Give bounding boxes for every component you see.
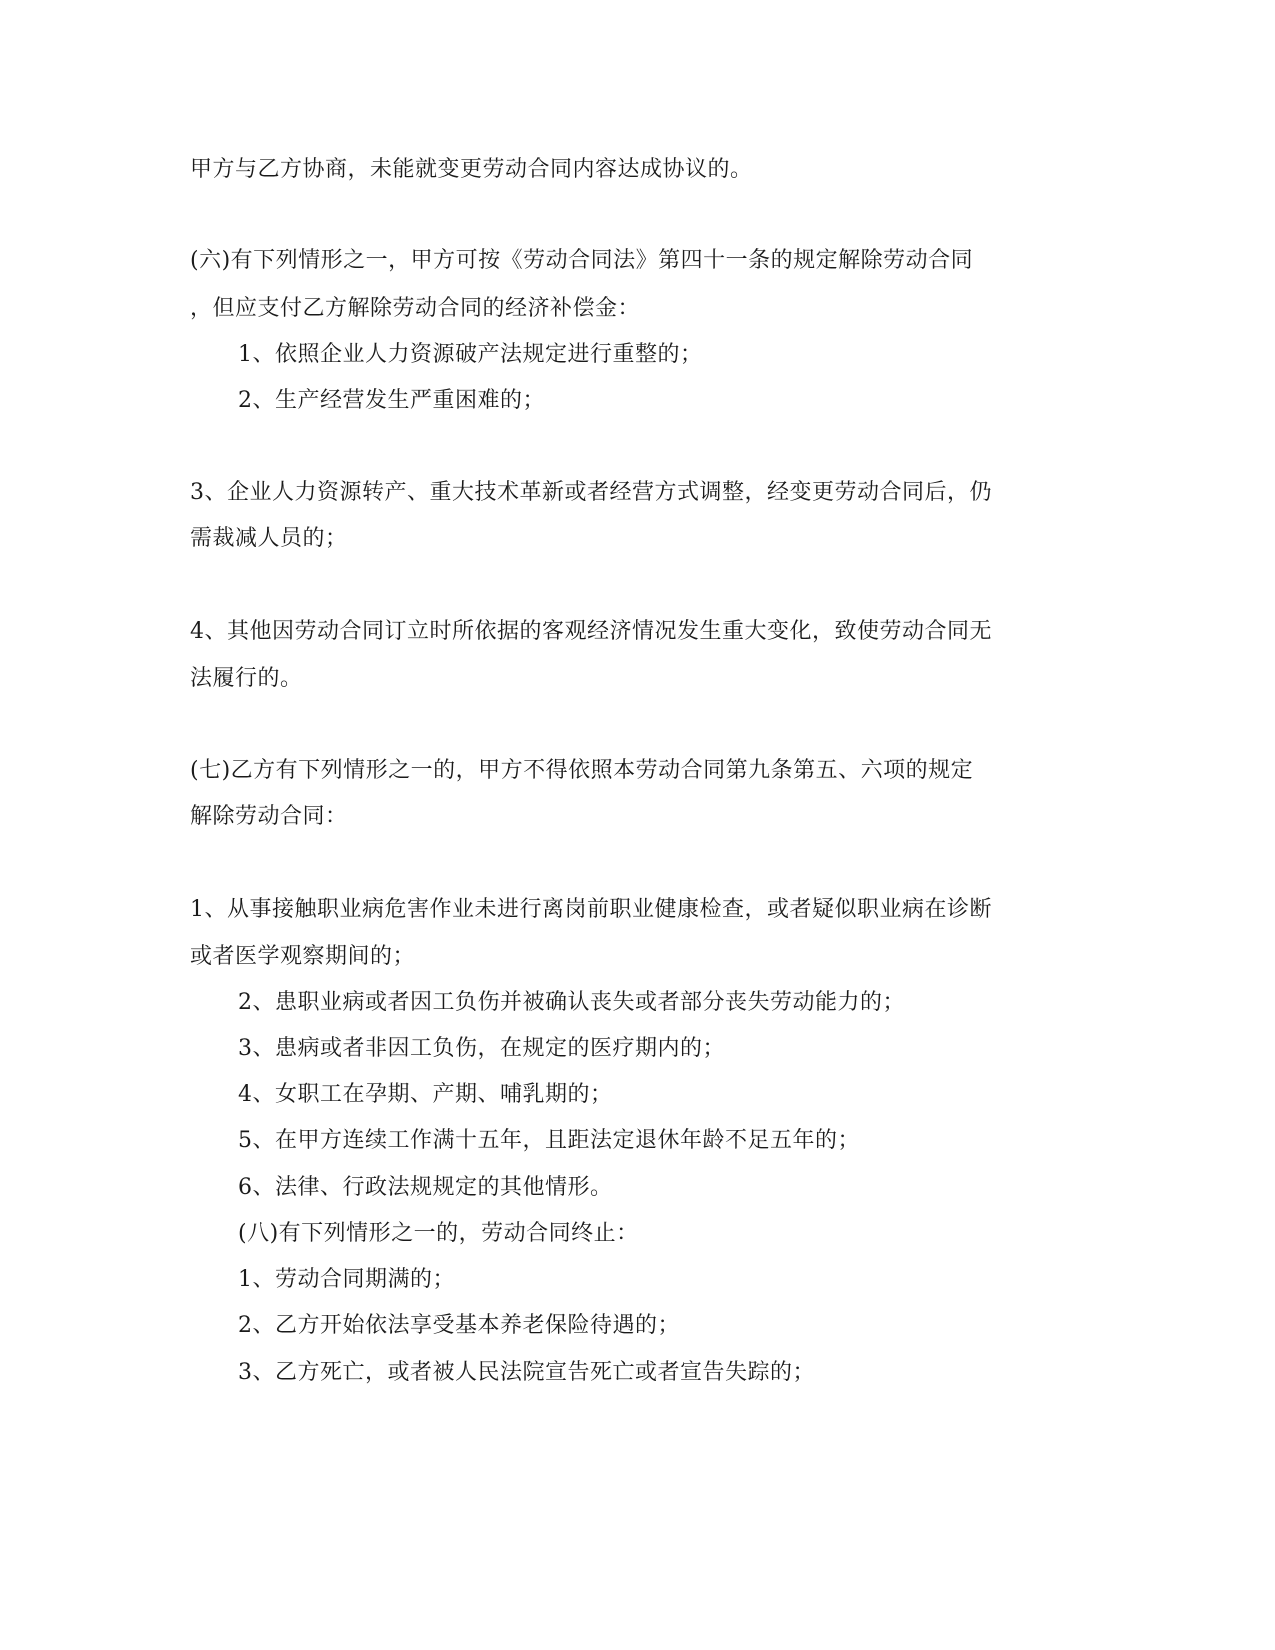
text-line: ，但应支付乙方解除劳动合同的经济补偿金： xyxy=(190,296,641,321)
text-line: 解除劳动合同： xyxy=(190,804,348,829)
text-line: 或者医学观察期间的； xyxy=(190,944,416,969)
text-line: 3、企业人力资源转产、重大技术革新或者经营方式调整，经变更劳动合同后，仍 xyxy=(190,480,992,505)
list-item: 5、在甲方连续工作满十五年，且距法定退休年龄不足五年的； xyxy=(238,1128,860,1153)
text-line: 4、其他因劳动合同订立时所依据的客观经济情况发生重大变化，致使劳动合同无 xyxy=(190,619,992,644)
list-item: 1、依照企业人力资源破产法规定进行重整的； xyxy=(238,342,703,367)
text-line: 需裁减人员的； xyxy=(190,526,348,551)
list-item: 2、乙方开始依法享受基本养老保险待遇的； xyxy=(238,1313,680,1338)
list-item: 3、乙方死亡，或者被人民法院宣告死亡或者宣告失踪的； xyxy=(238,1360,815,1385)
section-heading: (八)有下列情形之一的，劳动合同终止： xyxy=(238,1221,639,1246)
list-item: 3、患病或者非因工负伤，在规定的医疗期内的； xyxy=(238,1036,725,1061)
text-line: 1、从事接触职业病危害作业未进行离岗前职业健康检查，或者疑似职业病在诊断 xyxy=(190,897,992,922)
text-line: 法履行的。 xyxy=(190,666,303,691)
list-item: 6、法律、行政法规规定的其他情形。 xyxy=(238,1175,613,1200)
text-line: (七)乙方有下列情形之一的，甲方不得依照本劳动合同第九条第五、六项的规定 xyxy=(190,758,974,783)
list-item: 2、生产经营发生严重困难的； xyxy=(238,388,545,413)
list-item: 1、劳动合同期满的； xyxy=(238,1267,455,1292)
text-line: (六)有下列情形之一，甲方可按《劳动合同法》第四十一条的规定解除劳动合同 xyxy=(190,248,974,273)
text-line: 甲方与乙方协商，未能就变更劳动合同内容达成协议的。 xyxy=(190,157,753,182)
list-item: 2、患职业病或者因工负伤并被确认丧失或者部分丧失劳动能力的； xyxy=(238,990,905,1015)
list-item: 4、女职工在孕期、产期、哺乳期的； xyxy=(238,1082,613,1107)
